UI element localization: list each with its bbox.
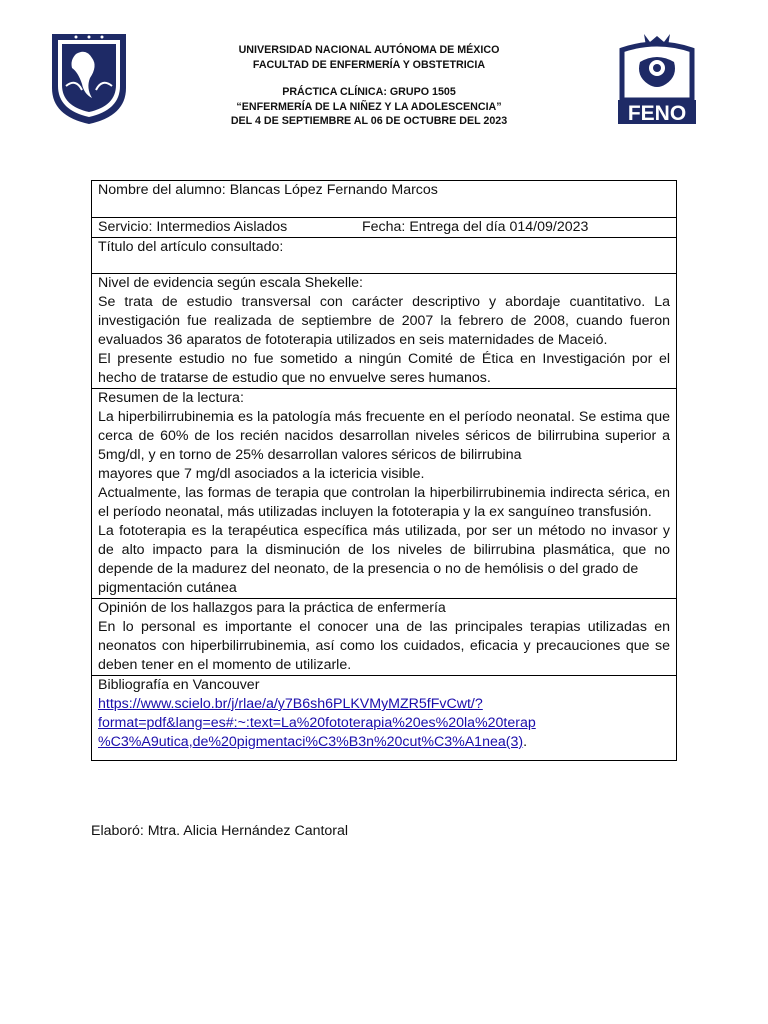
evidence-paragraph-1: Se trata de estudio transversal con carácter descriptivo y abordaje cuantitativo. La investigación fue realizada de septiembre de 2007 la febrero de 2008, cuando fueron evaluados 36 aparatos de fototerapia utilizados en seis maternidades de Maceió. (98, 294, 670, 348)
feno-logo-text: FENO (627, 102, 687, 125)
summary-paragraph-1b: mayores que 7 mg/dl asociados a la ictericia visible. (98, 466, 425, 482)
summary-paragraph-3b: pigmentación cutánea (98, 580, 237, 596)
student-name: Nombre del alumno: Blancas López Fernando Marcos (98, 182, 438, 198)
summary-paragraph-3: La fototerapia es la terapéutica específica más utilizada, por ser un método no invasor y de alto impacto para la disminución de los niveles de bilirrubina plasmática, que no depende de la madurez del neonato, de la presencia o no de hemólisis o del grado de (98, 523, 670, 577)
bibliography-link-line-3[interactable]: %C3%A9utica,de%20pigmentaci%C3%B3n%20cut%C3%A1nea(3) (98, 734, 524, 750)
summary-cell (92, 389, 677, 599)
bibliography-link-line-1[interactable]: https://www.scielo.br/j/rlae/a/y7B6sh6PLKVMyMZR5fFvCwt/? (98, 696, 483, 712)
practice-group: PRÁCTICA CLÍNICA: GRUPO 1505 (282, 86, 456, 98)
service-field: Servicio: Intermedios Aislados (98, 219, 288, 235)
evidence-heading: Nivel de evidencia según escala Shekelle: (98, 275, 363, 291)
article-title-label: Título del artículo consultado: (98, 239, 284, 255)
feno-logo (614, 30, 700, 126)
course-name: “ENFERMERÍA DE LA NIÑEZ Y LA ADOLESCENCIA” (236, 100, 502, 113)
bibliography-trailing-period: . (523, 734, 528, 750)
opinion-cell (92, 599, 677, 676)
document-header (180, 43, 558, 129)
prepared-by: Elaboró: Mtra. Alicia Hernández Cantoral (91, 823, 349, 839)
article-title-cell (92, 238, 677, 274)
bibliography-cell (92, 676, 677, 761)
opinion-paragraph: En lo personal es importante el conocer una de las principales terapias utilizadas en neonatos con hiperbilirrubinemia, así como los cuidados, eficacia y precauciones que se deben tener en el momento de utilizarle. (98, 619, 670, 673)
service-date-cell (92, 218, 677, 238)
bibliography-link-line-2[interactable]: format=pdf&lang=es#:~:text=La%20fototerapia%20es%20la%20terap (98, 715, 536, 731)
evidence-level-cell (92, 274, 677, 389)
faculty-name: FACULTAD DE ENFERMERÍA Y OBSTETRICIA (252, 58, 486, 71)
practice-form-table (91, 180, 677, 761)
summary-paragraph-2: Actualmente, las formas de terapia que controlan la hiperbilirrubinemia indirecta sérica, en el período neonatal, más utilizadas incluyen la fototerapia y la ex sanguíneo transfusión. (98, 485, 670, 520)
course-dates: DEL 4 DE SEPTIEMBRE AL 06 DE OCTUBRE DEL 2023 (230, 115, 508, 127)
summary-heading: Resumen de la lectura: (98, 390, 244, 406)
opinion-heading: Opinión de los hallazgos para la práctica de enfermería (98, 600, 446, 616)
summary-paragraph-1: La hiperbilirrubinemia es la patología más frecuente en el período neonatal. Se estima que cerca de 60% de los recién nacidos desarrollan niveles séricos de bilirrubina superior a 5mg/dl, y en torno de 25% desarrollan valores séricos de bilirrubina (98, 409, 670, 463)
bibliography-heading: Bibliografía en Vancouver (98, 677, 260, 693)
university-name: UNIVERSIDAD NACIONAL AUTÓNOMA DE MÉXICO (238, 44, 500, 56)
evidence-paragraph-2: El presente estudio no fue sometido a ningún Comité de Ética en Investigación por el hecho de tratarse de estudio que no envuelve seres humanos. (98, 351, 670, 386)
student-name-cell (92, 181, 677, 218)
date-field: Fecha: Entrega del día 014/09/2023 (362, 219, 589, 235)
unam-logo (46, 28, 132, 126)
